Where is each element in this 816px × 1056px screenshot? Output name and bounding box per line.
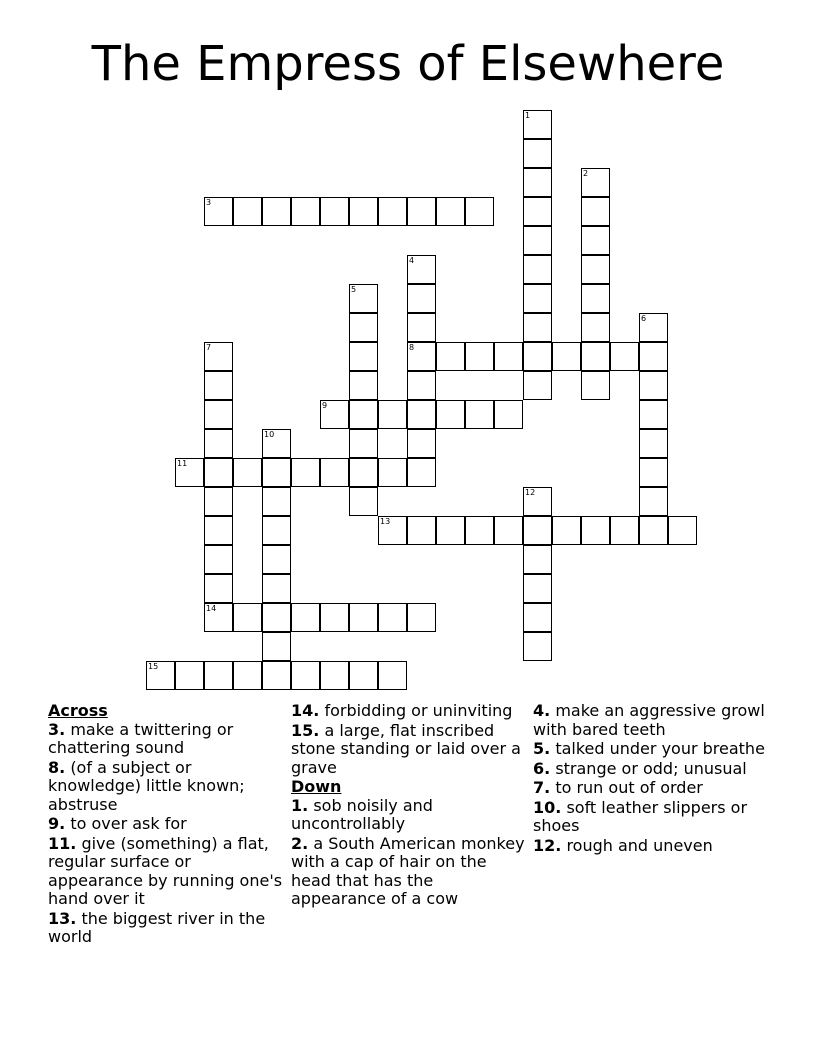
grid-cell[interactable] <box>378 603 407 632</box>
grid-cell[interactable] <box>204 574 233 603</box>
clue-number: 6 <box>641 314 647 323</box>
grid-cell[interactable] <box>349 458 378 487</box>
grid-cell[interactable] <box>378 661 407 690</box>
grid-cell[interactable] <box>494 400 523 429</box>
clue-across-13: 13. the biggest river in the world <box>48 908 266 946</box>
grid-cell[interactable] <box>291 458 320 487</box>
grid-cell[interactable] <box>407 284 436 313</box>
grid-cell[interactable] <box>523 226 552 255</box>
down-heading: Down <box>291 777 342 796</box>
grid-cell[interactable] <box>523 545 552 574</box>
grid-cell[interactable] <box>581 284 610 313</box>
grid-cell[interactable] <box>523 603 552 632</box>
grid-cell[interactable] <box>407 400 436 429</box>
clues-column-2 <box>291 702 527 910</box>
grid-cell[interactable] <box>262 458 291 487</box>
clue-down-4: 4. make an aggressive growl with bared teeth <box>533 701 765 739</box>
grid-cell[interactable] <box>523 255 552 284</box>
clue-across-9: 9. to over ask for <box>48 814 187 833</box>
grid-cell[interactable] <box>465 342 494 371</box>
grid-cell[interactable] <box>233 603 262 632</box>
grid-cell[interactable] <box>233 661 262 690</box>
grid-cell[interactable] <box>146 661 175 690</box>
grid-cell[interactable] <box>407 371 436 400</box>
clue-number: 15 <box>148 662 159 671</box>
grid-cell[interactable] <box>349 487 378 516</box>
grid-cell[interactable] <box>262 516 291 545</box>
grid-cell[interactable] <box>204 458 233 487</box>
grid-cell[interactable] <box>349 400 378 429</box>
grid-cell[interactable] <box>349 313 378 342</box>
clue-down-1: 1. sob noisily and uncontrollably <box>291 795 433 833</box>
clues-column-3 <box>533 702 769 856</box>
grid-cell[interactable] <box>610 516 639 545</box>
grid-cell[interactable] <box>204 371 233 400</box>
clue-number: 8 <box>409 343 415 352</box>
grid-cell[interactable] <box>262 197 291 226</box>
grid-cell[interactable] <box>552 516 581 545</box>
clue-down-2: 2. a South American monkey with a cap of hair on the head that has the appearance of a cow <box>291 833 525 908</box>
clue-across-11: 11. give (something) a flat, regular surface or appearance by running one's hand over it <box>48 833 283 908</box>
grid-cell[interactable] <box>465 197 494 226</box>
grid-cell[interactable] <box>204 603 233 632</box>
grid-cell[interactable] <box>407 197 436 226</box>
grid-cell[interactable] <box>262 632 291 661</box>
grid-cell[interactable] <box>523 516 552 545</box>
grid-cell[interactable] <box>262 603 291 632</box>
clue-number: 4 <box>409 256 415 265</box>
clue-number: 12 <box>525 488 536 497</box>
grid-cell[interactable] <box>523 284 552 313</box>
grid-cell[interactable] <box>407 342 436 371</box>
clue-number: 14 <box>206 604 217 613</box>
grid-cell[interactable] <box>233 458 262 487</box>
puzzle-title: The Empress of Elsewhere <box>91 36 725 92</box>
grid-cell[interactable] <box>349 429 378 458</box>
clue-number: 5 <box>351 285 357 294</box>
clue-number: 9 <box>322 401 328 410</box>
grid-cell[interactable] <box>349 284 378 313</box>
grid-cell[interactable] <box>378 197 407 226</box>
clue-down-12: 12. rough and uneven <box>533 835 713 855</box>
grid-cell[interactable] <box>436 197 465 226</box>
clue-number: 2 <box>583 169 589 178</box>
grid-cell[interactable] <box>407 313 436 342</box>
clue-across-15: 15. a large, flat inscribed stone standing or laid over a grave <box>291 720 521 777</box>
grid-cell[interactable] <box>262 545 291 574</box>
clue-number: 13 <box>380 517 391 526</box>
clue-number: 3 <box>206 198 212 207</box>
grid-cell[interactable] <box>204 429 233 458</box>
grid-cell[interactable] <box>436 400 465 429</box>
grid-cell[interactable] <box>523 371 552 400</box>
grid-cell[interactable] <box>523 139 552 168</box>
grid-cell[interactable] <box>639 487 668 516</box>
clue-down-5: 5. talked under your breathe <box>533 739 765 758</box>
grid-cell[interactable] <box>291 197 320 226</box>
grid-cell[interactable] <box>407 603 436 632</box>
clue-number: 11 <box>177 459 188 468</box>
grid-cell[interactable] <box>436 342 465 371</box>
grid-cell[interactable] <box>204 516 233 545</box>
grid-cell[interactable] <box>494 516 523 545</box>
grid-cell[interactable] <box>349 661 378 690</box>
grid-cell[interactable] <box>262 487 291 516</box>
grid-cell[interactable] <box>378 400 407 429</box>
grid-cell[interactable] <box>320 197 349 226</box>
grid-cell[interactable] <box>378 458 407 487</box>
grid-cell[interactable] <box>204 487 233 516</box>
grid-cell[interactable] <box>523 197 552 226</box>
grid-cell[interactable] <box>204 661 233 690</box>
grid-cell[interactable] <box>494 342 523 371</box>
clues-column-1 <box>48 702 284 948</box>
grid-cell[interactable] <box>523 632 552 661</box>
grid-cell[interactable] <box>523 110 552 139</box>
grid-cell[interactable] <box>349 342 378 371</box>
grid-cell[interactable] <box>407 458 436 487</box>
grid-cell[interactable] <box>204 545 233 574</box>
grid-cell[interactable] <box>639 429 668 458</box>
clue-across-3: 3. make a twittering or chattering sound <box>48 719 234 757</box>
grid-cell[interactable] <box>320 603 349 632</box>
grid-cell[interactable] <box>523 574 552 603</box>
grid-cell[interactable] <box>436 516 465 545</box>
grid-cell[interactable] <box>581 313 610 342</box>
grid-cell[interactable] <box>407 255 436 284</box>
grid-cell[interactable] <box>349 603 378 632</box>
grid-cell[interactable] <box>581 197 610 226</box>
clue-number: 1 <box>525 111 531 120</box>
grid-cell[interactable] <box>581 516 610 545</box>
grid-cell[interactable] <box>523 168 552 197</box>
clue-number: 10 <box>264 430 275 439</box>
clue-across-8: 8. (of a subject or knowledge) little known; abstruse <box>48 757 245 814</box>
grid-cell[interactable] <box>639 516 668 545</box>
grid-cell[interactable] <box>349 371 378 400</box>
grid-cell[interactable] <box>262 429 291 458</box>
grid-cell[interactable] <box>175 661 204 690</box>
clue-across-14: 14. forbidding or uninviting <box>291 701 513 720</box>
grid-cell[interactable] <box>639 342 668 371</box>
grid-cell[interactable] <box>581 371 610 400</box>
grid-cell[interactable] <box>523 313 552 342</box>
grid-cell[interactable] <box>233 197 262 226</box>
grid-cell[interactable] <box>378 516 407 545</box>
grid-cell[interactable] <box>465 516 494 545</box>
across-heading: Across <box>48 701 108 720</box>
grid-cell[interactable] <box>291 603 320 632</box>
grid-cell[interactable] <box>175 458 204 487</box>
clue-down-10: 10. soft leather slippers or shoes <box>533 797 748 835</box>
grid-cell[interactable] <box>639 400 668 429</box>
grid-cell[interactable] <box>581 168 610 197</box>
grid-cell[interactable] <box>407 429 436 458</box>
grid-cell[interactable] <box>639 458 668 487</box>
grid-cell[interactable] <box>204 197 233 226</box>
grid-cell[interactable] <box>668 516 697 545</box>
clue-down-6: 6. strange or odd; unusual <box>533 758 747 778</box>
grid-cell[interactable] <box>581 226 610 255</box>
clue-down-7: 7. to run out of order <box>533 778 703 797</box>
grid-cell[interactable] <box>320 400 349 429</box>
grid-cell[interactable] <box>523 342 552 371</box>
clue-number: 7 <box>206 343 212 352</box>
grid-cell[interactable] <box>291 661 320 690</box>
grid-cell[interactable] <box>204 342 233 371</box>
grid-cell[interactable] <box>204 400 233 429</box>
grid-cell[interactable] <box>320 661 349 690</box>
grid-cell[interactable] <box>639 313 668 342</box>
grid-cell[interactable] <box>581 255 610 284</box>
grid-cell[interactable] <box>610 342 639 371</box>
grid-cell[interactable] <box>581 342 610 371</box>
grid-cell[interactable] <box>639 371 668 400</box>
grid-cell[interactable] <box>407 516 436 545</box>
grid-cell[interactable] <box>349 197 378 226</box>
grid-cell[interactable] <box>262 661 291 690</box>
grid-cell[interactable] <box>552 342 581 371</box>
grid-cell[interactable] <box>523 487 552 516</box>
grid-cell[interactable] <box>465 400 494 429</box>
grid-cell[interactable] <box>320 458 349 487</box>
grid-cell[interactable] <box>262 574 291 603</box>
